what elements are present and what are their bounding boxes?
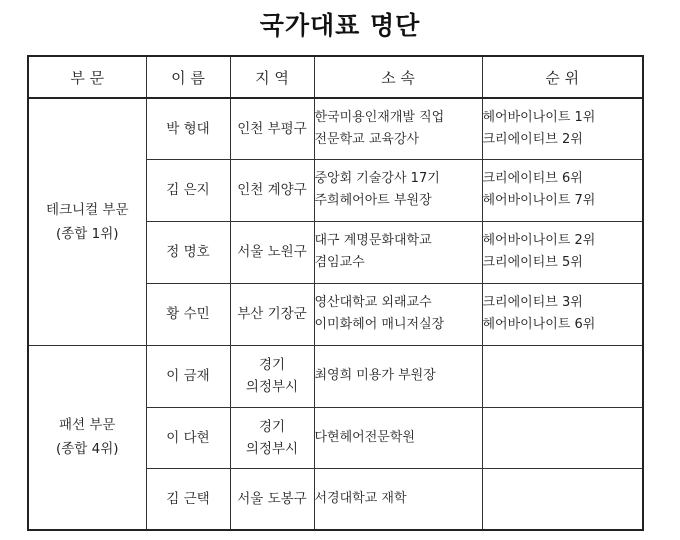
page-title: 국가대표 명단 [259,11,421,40]
rank-cell: 크리에이티브 3위 헤어바이나이트 6위 [482,283,643,345]
name-cell: 황 수민 [146,283,230,345]
affiliation-cell: 영산대학교 외래교수 이미화헤어 매니저실장 [314,283,482,345]
region-cell: 인천 부평구 [230,98,314,159]
rank-cell: 헤어바이나이트 1위 크리에이티브 2위 [482,98,643,159]
roster-table [27,55,644,531]
region-cell: 서울 노원구 [230,221,314,283]
table-row [28,98,643,159]
affiliation-cell: 대구 계명문화대학교 겸임교수 [314,221,482,283]
region-cell: 서울 도봉구 [230,468,314,530]
name-cell: 이 다현 [146,407,230,468]
name-cell: 정 명호 [146,221,230,283]
header-category: 부 문 [28,56,146,98]
category-technical [28,98,146,345]
rank-cell [482,345,643,407]
affiliation-cell: 서경대학교 재학 [314,468,482,530]
table-row [28,345,643,407]
name-cell: 이 금재 [146,345,230,407]
header-region: 지 역 [230,56,314,98]
affiliation-cell: 다현헤어전문학원 [314,407,482,468]
name-cell: 박 형대 [146,98,230,159]
header-rank: 순 위 [482,56,643,98]
affiliation-cell: 중앙회 기술강사 17기 주희헤어아트 부원장 [314,159,482,221]
rank-cell [482,407,643,468]
header-affiliation: 소 속 [314,56,482,98]
affiliation-cell: 최영희 미용가 부원장 [314,345,482,407]
affiliation-cell: 한국미용인재개발 직업 전문학교 교육강사 [314,98,482,159]
region-cell: 경기 의정부시 [230,345,314,407]
region-cell: 경기 의정부시 [230,407,314,468]
category-label: 테크니컬 부문 [45,201,129,218]
region-cell: 인천 계양구 [230,159,314,221]
category-label: 패션 부문 [59,417,116,434]
rank-cell: 헤어바이나이트 2위 크리에이티브 5위 [482,221,643,283]
name-cell: 김 은지 [146,159,230,221]
rank-cell: 크리에이티브 6위 헤어바이나이트 7위 [482,159,643,221]
header-row [28,56,643,98]
category-note: (종합 1위) [55,225,119,242]
header-name: 이 름 [146,56,230,98]
rank-cell [482,468,643,530]
category-fashion [28,345,146,530]
region-cell: 부산 기장군 [230,283,314,345]
name-cell: 김 근택 [146,468,230,530]
category-note: (종합 4위) [55,441,119,458]
